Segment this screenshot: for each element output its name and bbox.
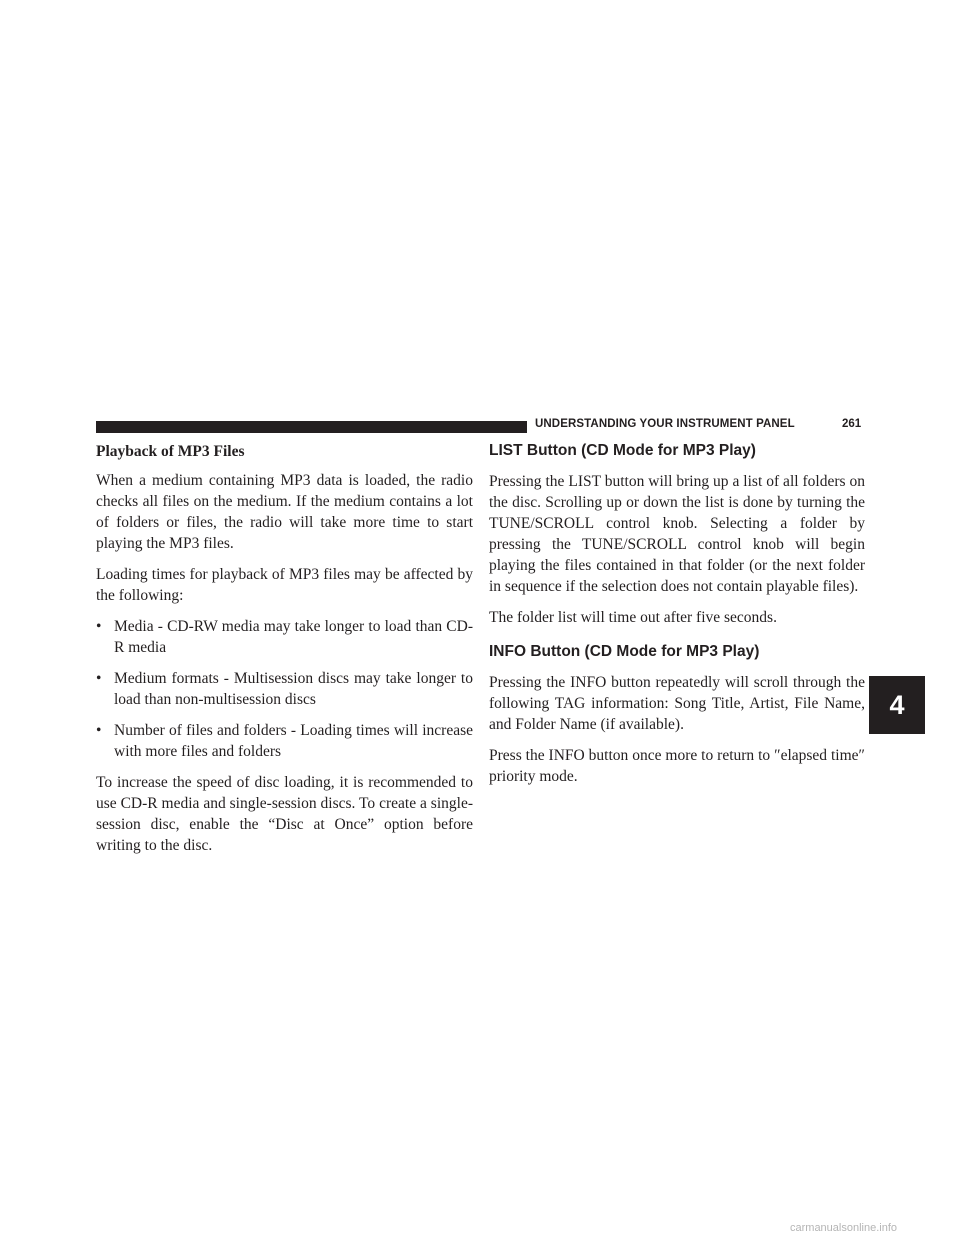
- chapter-tab: 4: [869, 676, 925, 734]
- heading-list-button: LIST Button (CD Mode for MP3 Play): [489, 442, 756, 459]
- paragraph: Press the INFO button once more to return to ″elapsed time″ priority mode.: [489, 747, 865, 785]
- watermark: carmanualsonline.info: [790, 1222, 898, 1234]
- paragraph: Loading times for playback of MP3 files may be affected by the following:: [96, 566, 473, 604]
- bullet-icon: •: [96, 722, 102, 739]
- bullet-icon: •: [96, 670, 102, 687]
- list-item-text: Number of files and folders - Loading times will increase with more files and folders: [114, 722, 473, 760]
- page-number: 261: [842, 418, 862, 430]
- paragraph: Pressing the LIST button will bring up a list of all folders on the disc. Scrolling up or down the list is done by turning the TUNE/SCROLL control knob. Selecting a folder by pressing the TUNE/SCROLL control knob will begin playing the files contained in that folder (or the next folder in sequence if the selection does not contain playable files).: [489, 473, 865, 595]
- right-column: [489, 441, 865, 797]
- bullet-icon: •: [96, 618, 102, 635]
- bullet-list: [96, 616, 473, 762]
- list-item: [96, 668, 473, 710]
- paragraph: When a medium containing MP3 data is loaded, the radio checks all files on the medium. If the medium contains a lot of folders or files, the radio will take more time to start playing the MP3 files.: [96, 472, 473, 552]
- paragraph: Pressing the INFO button repeatedly will scroll through the following TAG information: Song Title, Artist, File Name, and Folder Name (if available).: [489, 674, 865, 733]
- heading-playback-mp3: Playback of MP3 Files: [96, 443, 245, 460]
- list-item-text: Medium formats - Multisession discs may take longer to load than non-multisession discs: [114, 670, 473, 708]
- paragraph: To increase the speed of disc loading, it is recommended to use CD-R media and single-session discs. To create a single-session disc, enable the “Disc at Once” option before writing to the disc.: [96, 774, 473, 854]
- list-item: [96, 720, 473, 762]
- heading-info-button: INFO Button (CD Mode for MP3 Play): [489, 643, 760, 660]
- list-item-text: Media - CD-RW media may take longer to load than CD-R media: [114, 618, 473, 656]
- section-title: UNDERSTANDING YOUR INSTRUMENT PANEL: [535, 418, 795, 430]
- header-rule: [96, 421, 527, 433]
- paragraph: The folder list will time out after five seconds.: [489, 609, 777, 626]
- list-item: [96, 616, 473, 658]
- left-column: [96, 441, 473, 866]
